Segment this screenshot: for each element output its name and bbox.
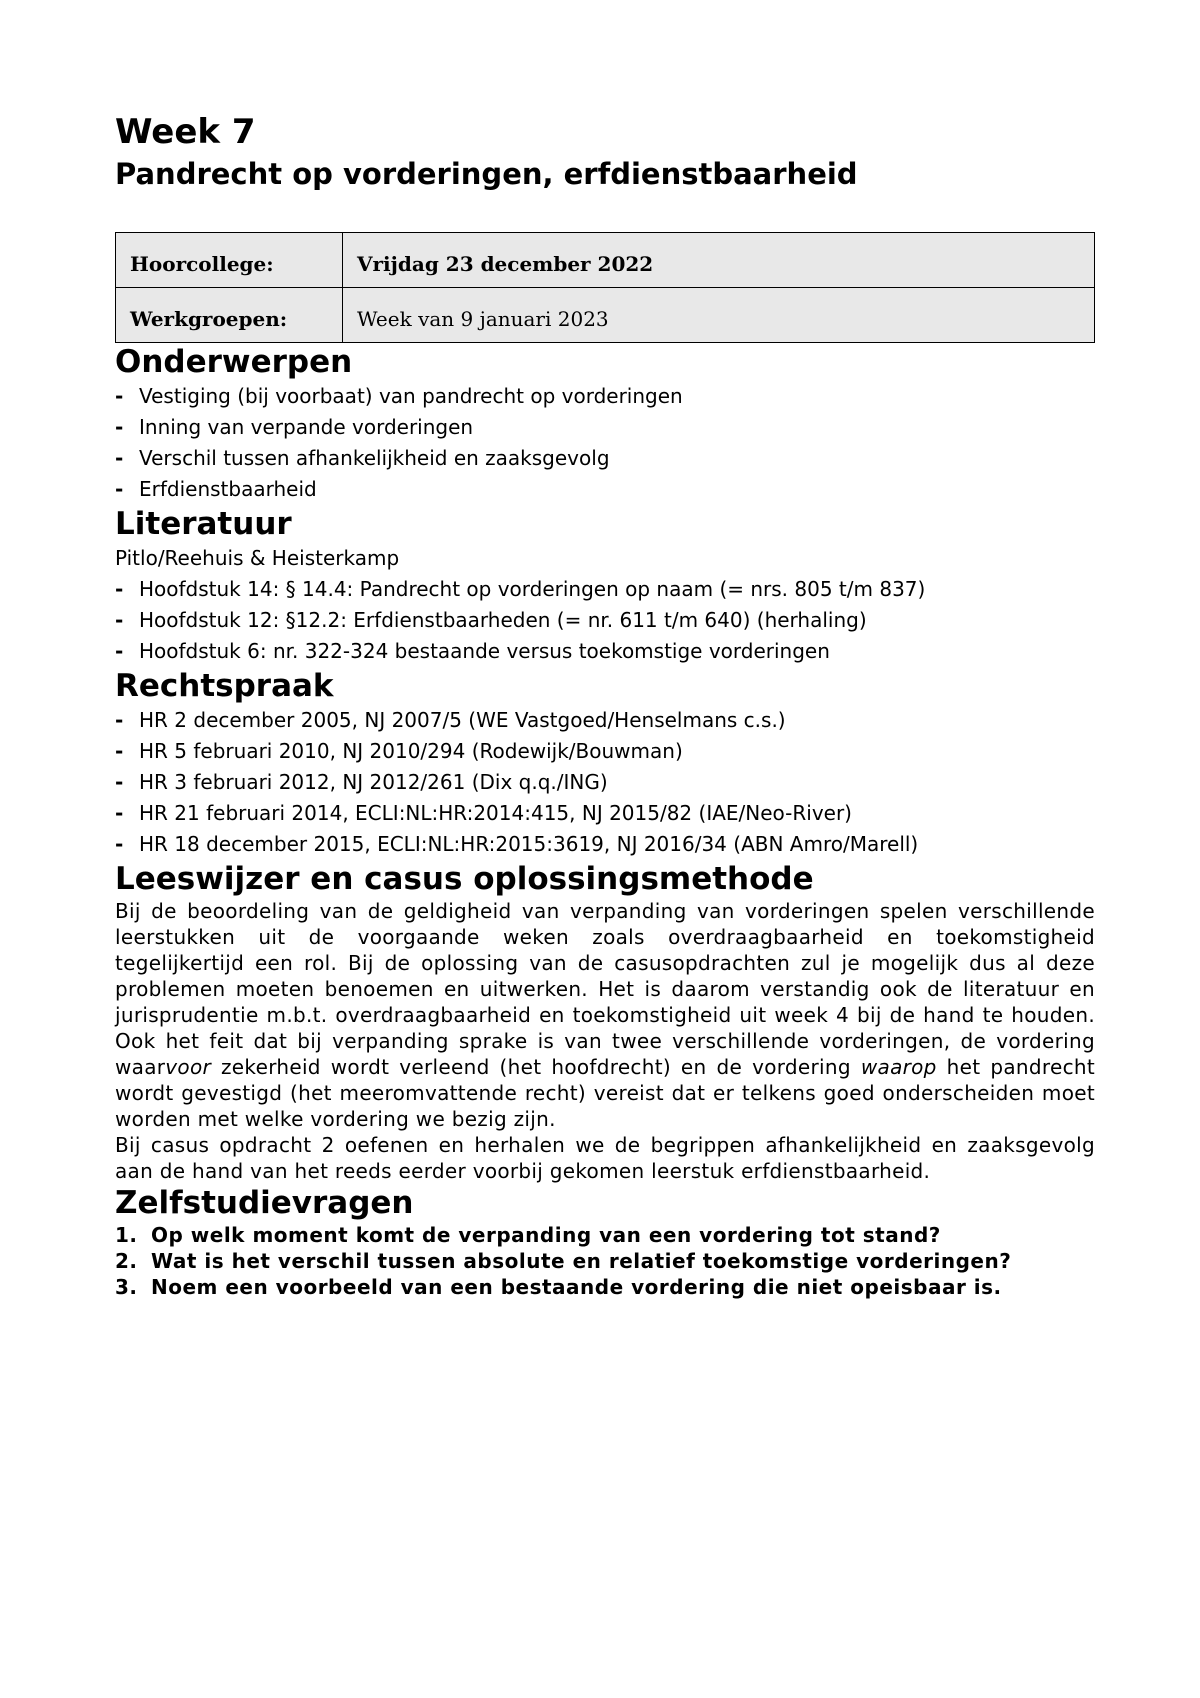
list-item: - Inning van verpande vorderingen bbox=[115, 412, 1095, 443]
question-item bbox=[115, 1222, 1095, 1248]
rechtspraak-list bbox=[115, 705, 1095, 860]
question-text: Wat is het verschil tussen absolute en relatief toekomstige vorderingen? bbox=[151, 1249, 1012, 1273]
table-row bbox=[116, 288, 1095, 343]
question-item bbox=[115, 1248, 1095, 1274]
section-heading-zelfstudievragen: Zelfstudievragen bbox=[115, 1185, 414, 1221]
onderwerpen-list bbox=[115, 381, 1095, 505]
emphasis-waarop: waarop bbox=[860, 1055, 937, 1079]
list-item: - Vestiging (bij voorbaat) van pandrecht op vorderingen bbox=[115, 381, 1095, 412]
page-title: Week 7 bbox=[115, 112, 256, 152]
question-number: 2. bbox=[115, 1249, 138, 1273]
emphasis-voor: voor bbox=[165, 1055, 212, 1079]
list-item: - HR 18 december 2015, ECLI:NL:HR:2015:3619, NJ 2016/34 (ABN Amro/Marell) bbox=[115, 829, 1095, 860]
zelfstudie-questions bbox=[115, 1222, 1095, 1300]
list-item: - HR 2 december 2005, NJ 2007/5 (WE Vastgoed/Henselmans c.s.) bbox=[115, 705, 1095, 736]
question-item bbox=[115, 1274, 1095, 1300]
section-heading-rechtspraak: Rechtspraak bbox=[115, 668, 334, 704]
hoorcollege-label: Hoorcollege: bbox=[116, 233, 343, 288]
question-number: 3. bbox=[115, 1275, 138, 1299]
literatuur-list bbox=[115, 574, 1095, 667]
list-item: - Hoofdstuk 14: § 14.4: Pandrecht op vorderingen op naam (= nrs. 805 t/m 837) bbox=[115, 574, 1095, 605]
literatuur-source: Pitlo/Reehuis & Heisterkamp bbox=[115, 546, 400, 570]
text-run: zekerheid wordt verleend (het hoofdrecht) en de vordering bbox=[211, 1055, 861, 1079]
text-run: het pandrecht wordt gevestigd (het meeromvattende recht) vereist dat er telkens goed onderscheiden moet worden met welke vordering we bezig zijn. bbox=[115, 1055, 1095, 1131]
hoorcollege-value: Vrijdag 23 december 2022 bbox=[343, 233, 1095, 288]
question-text: Op welk moment komt de verpanding van een vordering tot stand? bbox=[151, 1223, 941, 1247]
list-item: - HR 3 februari 2012, NJ 2012/261 (Dix q.q./ING) bbox=[115, 767, 1095, 798]
leeswijzer-paragraph-2: Bij casus opdracht 2 oefenen en herhalen we de begrippen afhankelijkheid en zaaksgevolg aan de hand van het reeds eerder voorbij gekomen leerstuk erfdienstbaarheid. bbox=[115, 1133, 1095, 1183]
werkgroepen-label: Werkgroepen: bbox=[116, 288, 343, 343]
list-item: - Erfdienstbaarheid bbox=[115, 474, 1095, 505]
section-heading-literatuur: Literatuur bbox=[115, 506, 292, 542]
document-page bbox=[115, 110, 1095, 1300]
werkgroepen-value: Week van 9 januari 2023 bbox=[343, 288, 1095, 343]
table-row bbox=[116, 233, 1095, 288]
list-item: - Hoofdstuk 12: §12.2: Erfdienstbaarheden (= nr. 611 t/m 640) (herhaling) bbox=[115, 605, 1095, 636]
page-subtitle: Pandrecht op vorderingen, erfdienstbaarheid bbox=[115, 157, 858, 191]
schedule-table bbox=[115, 232, 1095, 343]
question-text: Noem een voorbeeld van een bestaande vordering die niet opeisbaar is. bbox=[151, 1275, 1002, 1299]
leeswijzer-paragraph-1 bbox=[115, 898, 1095, 1132]
question-number: 1. bbox=[115, 1223, 138, 1247]
list-item: - Hoofdstuk 6: nr. 322-324 bestaande versus toekomstige vorderingen bbox=[115, 636, 1095, 667]
text-run: Bij de beoordeling van de geldigheid van verpanding van vorderingen spelen verschillende leerstukken uit de voorgaande weken zoals overdraagbaarheid en toekomstigheid tegelijkertijd een rol. Bij de oplossing van de casusopdrachten zul je mogelijk dus al deze problemen moeten benoemen en uitwerken. Het is daarom verstandig ook de literatuur en jurisprudentie m.b.t. overdraagbaarheid en toekomstigheid uit week 4 bij de hand te houden. Ook het feit dat bij verpanding sprake is van twee verschillende vorderingen, de vordering waar bbox=[115, 899, 1095, 1079]
section-heading-onderwerpen: Onderwerpen bbox=[115, 344, 353, 380]
section-heading-leeswijzer: Leeswijzer en casus oplossingsmethode bbox=[115, 861, 814, 897]
list-item: - Verschil tussen afhankelijkheid en zaaksgevolg bbox=[115, 443, 1095, 474]
list-item: - HR 5 februari 2010, NJ 2010/294 (Rodewijk/Bouwman) bbox=[115, 736, 1095, 767]
list-item: - HR 21 februari 2014, ECLI:NL:HR:2014:415, NJ 2015/82 (IAE/Neo-River) bbox=[115, 798, 1095, 829]
